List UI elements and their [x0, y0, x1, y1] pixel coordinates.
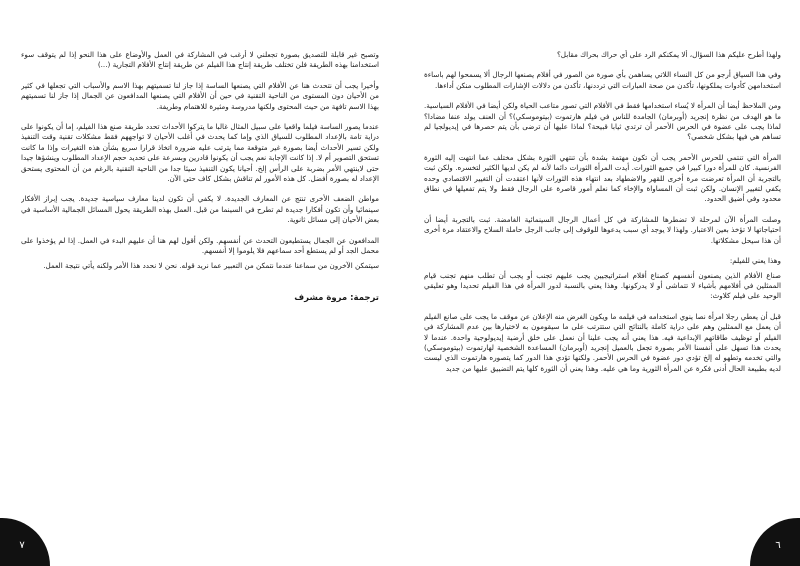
left-paragraph-6: سيتمكن الآخرون من سماعنا عندما نتمكن من التعبير عما نريد قوله. نحن لا نحدد هذا الأمر ولكنه يأتي نتيجة العمل.	[43, 260, 379, 270]
right-paragraph-6: وهذا يعني للفيلم:	[729, 256, 781, 266]
right-paragraph-8: قبل أن يعطي رجلا امرأة نصا ينوي استخدامه في فيلمه ما ويكون الغرض منه الإعلان عن موقف ما يجب على صانع الفيلم أن يعمل مع الممثلين وهم على دراية كاملة بالنتائج التي ستترتب على ما سيقومون به لاختيارها بين عدم المشاركة في الفيلم أو توظيف طاقاتهم الإبداعية فيه. هذا يعني أنه يجب علينا أن نعمل على خلق أرضية إيديولوجية واحدة. عندما لا يحدث هذا تسهل على أنفسنا الأمر بصورة تجعل بالعميل إنجريد (أوبرمان) المساعدة الشخصية لهارتموت (بيتوموسكي) والتي تخدمه وتطهو له إلخ تؤدي دور عضوة في الحرس الأحمر. ولكنها تؤدي هذا الدور كما يتصوره هارتموت الذي ليست لديه بطبيعة الحال أدنى فكرة عن المرأة الثورية وما هي عليه. وهذا يعني أن الثورة كلها يتم التضييق عليها من جديد	[424, 311, 781, 373]
left-page-number: ٧	[19, 539, 25, 551]
right-page-text-column	[424, 50, 781, 550]
left-paragraph-3: عندما يصور الساسة فيلما واقعيا على سبيل المثال غالبا ما يتركوا الأحداث تحدد طريقة صنع هذا الفيلم، إما أن يكونوا على دراية تامة بالإعداد المطلوب للسياق الذي وإما كما يحدث في أغلب الأحيان لا تواجههم فقط مشكلات تقنية وقت التنفيذ ولكن تسير الأحداث أيضا بصورة غير متوقعة مما يترتب عليه ضرورة اتخاذ قرارا سريع بشأن هذه التغيرات وإذا ما كانت تستحق التصوير أم لا. إذا كانت الإجابة نعم يجب أن يكونوا قادرين وبسرعة على تحديد حجم الإعداد المطلوب وينشؤها جيدا حتى لاينتهي الأمر بضربة على الرأس إلخ. أحيانا يكون التنفيذ سيئا جدا من الناحية التقنية بالرغم من أن المحتوى يستحق الإعداد له بصورة أفضل. كل هذه الأمور لم تناقش بشكل كاف حتى الآن.	[21, 122, 379, 184]
left-page-text-column	[21, 50, 379, 530]
left-paragraph-4: مواطن الضعف الأخرى تنتج عن المعارف الجديدة. لا يكفي أن تكون لدينا معارف سياسية جديدة. يجب إبراز الأفكار سينمائيا وأن تكون أفكارا جديدة لم تطرح في السينما من قبل. العمل بهذه الطريقة يحول المسائل الجمالية الأساسية في بعض الأحيان إلى مسائل ثانوية.	[21, 194, 379, 225]
right-paragraph-4: المرأة التي تنتمي للحرس الأحمر يجب أن تكون مهتمة بشدة بأن تنتهي الثورة بشكل مختلف عما انتهت إليه الثورة الفرنسية. كان للمرأة دورا كبيرا في جميع الثورات. أيدت المرأة الثورات دائما لأنه لم يكن لديها الكثير لتخسره. ولكن ثبت بالتجربة أن المرأة تعرضت مرة أخرى للقهر والاضطهاد بعد انتهاء هذه الثورات لأنها اعتقدت أن التغيير الاقتصادي وحده يكفي لتغيير الإنسان. ولكن ثبت أن المساواة والإخاء كما نعلم أمور قاصرة على الرجال فقط ولا يتم تفعيلها في نطاق محدود وفي أضيق الحدود.	[424, 152, 781, 204]
right-paragraph-5: وصلت المرأة الآن لمرحلة لا تضطرها للمشاركة في كل أعمال الرجال السينمائية الغامضة. ثبت بالتجربة أيضا أن احتياجاتها لا تؤخذ بعين الاعتبار. ولهذا لا يوجد أي سبب يدعوها للوقوف إلى جانب الرجل حاملة السلاح والاعتقاد مرة أخرى أن هذا سيحل مشكلاتها.	[424, 214, 781, 245]
right-paragraph-1: ولهذا أطرح عليكم هذا السؤال، ألا يمكنكم الرد على أي حراك بحراك مقابل؟	[556, 50, 781, 59]
translator-credit: ترجمة: مروة مشرف	[294, 292, 379, 303]
left-paragraph-2: وأخيرا يجب أن نتحدث هنا عن الأفلام التي يصنعها الساسة إذا جاز لنا تسميتهم بهذا الاسم والأسباب التي تجعلها في كثير من الأحيان دون المستوى من الناحية التقنية في حين أن الأفلام التي يصنعها المدافعون عن الجمال إذا جاز لنا تسميتهم بهذا الاسم تافهة من حيث المحتوى ولكنها مدروسة ومثيرة للاهتمام وطريفة.	[21, 80, 379, 111]
left-paragraph-5: المدافعون عن الجمال يستطيعون التحدث عن أنفسهم. ولكن أقول لهم هنا أن عليهم البدء في العمل. إذا لم يؤخذوا على محمل الجد أو لم يستطع أحد سماعهم فلا يلوموا إلا أنفسهم.	[21, 235, 379, 256]
right-paragraph-2: وفي هذا السياق أرجو من كل النساء اللاتي يساهمن بأي صورة من الصور في أفلام يصنعها الرجال ألا يسمحوا لهم باساءة استخدامهن كأدوات يملكونها، تأكدن من صحة العبارات التي ترددنها، تأكدن من دلالات الإشارات المطلوب منكن أداءها.	[424, 70, 781, 90]
right-paragraph-3: ومن الملاحظ أيضا أن المرأة لا يُساء استخدامها فقط في الأفلام التي تصور متاعب الحياة ولكن أيضا في الأفلام السياسية. ما هو الهدف من نظرة إنجريد (أوبرمان) الجامدة للناس في فيلم هارتموت (بيتوموسكي)؟ أن العنف يولد عنفا مضادا؟ لماذا يجب على عضوة في الحرس الأحمر أن ترتدي ثيابا قبيحة؟ لماذا عليها أن ترضى بأن يتم حصرها في إيديولجيا لم تساهم هي فيها بشكل شخصي؟	[424, 101, 781, 142]
left-paragraph-1: وتصبح غير قابلة للتصديق بصورة تجعلني لا أرغب في المشاركة في العمل والأوضاع على هذا النحو إذا لم يتوقف سوء استخدامنا بهذه الطريقة فلن تختلف طريقة إنتاج هذا الفيلم عن طريقة إنتاج الأفلام التجارية (...)	[21, 50, 379, 70]
right-paragraph-7: صناع الأفلام الذين يصنعون أنفسهم كصناع أفلام استراتيجيين يجب عليهم تجنب أو يجب أن تطلب منهم تجنب قيام الممثلين في أفلامهم بأشياء لا تتماشى أو لا يدركونها. وهذا يعني بالنسبة لدور المرأة في هذا الفيلم تحديدا وهو تعليقي الوحيد على فيلم كلاوث:	[424, 270, 781, 301]
right-page-number: ٦	[775, 539, 781, 551]
